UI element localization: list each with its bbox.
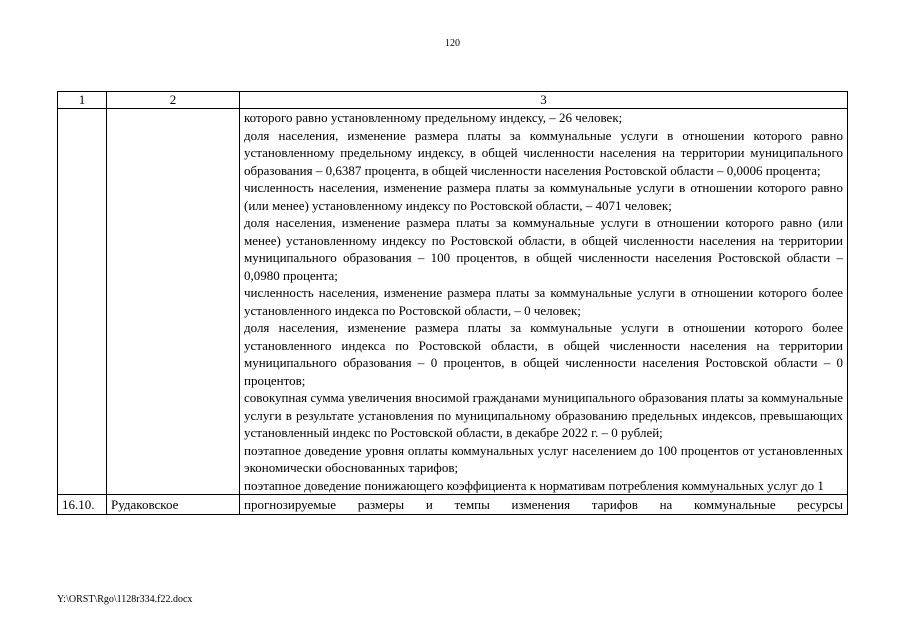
description-paragraph: совокупная сумма увеличения вносимой гражданами муниципального образования платы за коммунальные услуги в результате установления по муниципальному образованию предельных индексов, превышающих установленный индекс по Ростовской области, в декабре 2022 г. – 0 рублей; <box>244 390 843 440</box>
column-header-3: 3 <box>240 92 848 109</box>
row-number-cell: 16.10. <box>58 495 107 515</box>
description-paragraph: численность населения, изменение размера платы за коммунальные услуги в отношении которого более установленного индекса по Ростовской области, – 0 человек; <box>244 285 843 318</box>
description-cell <box>240 109 848 495</box>
document-table <box>57 91 848 515</box>
column-header-2: 2 <box>107 92 240 109</box>
description-paragraph: которого равно установленному предельному индексу, – 26 человек; <box>244 110 623 125</box>
municipality-name-cell: Рудаковское <box>107 495 240 515</box>
description-paragraph: численность населения, изменение размера платы за коммунальные услуги в отношении которого равно (или менее) установленному индексу по Ростовской области, – 4071 человек; <box>244 180 843 213</box>
description-cell <box>240 495 848 515</box>
table-header-row <box>58 92 848 109</box>
description-paragraph: доля населения, изменение размера платы за коммунальные услуги в отношении которого равно установленному предельному индексу, в общей численности населения на территории муниципального образования – 0,6387 процента, в общей численности населения Ростовской области – 0,0006 процента; <box>244 127 843 178</box>
column-header-1: 1 <box>58 92 107 109</box>
description-paragraph: прогнозируемые размеры и темпы изменения тарифов на коммунальные ресурсы <box>244 497 843 512</box>
description-paragraph: поэтапное доведение уровня оплаты коммунальных услуг населением до 100 процентов от установленных экономически обоснованных тарифов; <box>244 442 843 475</box>
table-row-continued <box>58 109 848 495</box>
description-paragraph: доля населения, изменение размера платы за коммунальные услуги в отношении которого более установленного индекса по Ростовской области, в общей численности населения на территории муниципального образования – 0 процентов, в общей численности населения Ростовской области – 0 процентов; <box>244 320 843 388</box>
description-paragraph: доля населения, изменение размера платы за коммунальные услуги в отношении которого равно (или менее) установленному индексу по Ростовской области, в общей численности населения на территории муниципального образования – 100 процентов, в общей численности населения Ростовской области – 0,0980 процента; <box>244 215 843 283</box>
description-paragraph: поэтапное доведение понижающего коэффициента к нормативам потребления коммунальных услуг до 1 <box>244 477 824 493</box>
table-row <box>58 495 848 515</box>
footer-file-path: Y:\ORST\Rgo\1128r334.f22.docx <box>57 594 193 605</box>
page-number: 120 <box>445 38 460 49</box>
row-number-cell <box>58 109 107 495</box>
municipality-name-cell <box>107 109 240 495</box>
